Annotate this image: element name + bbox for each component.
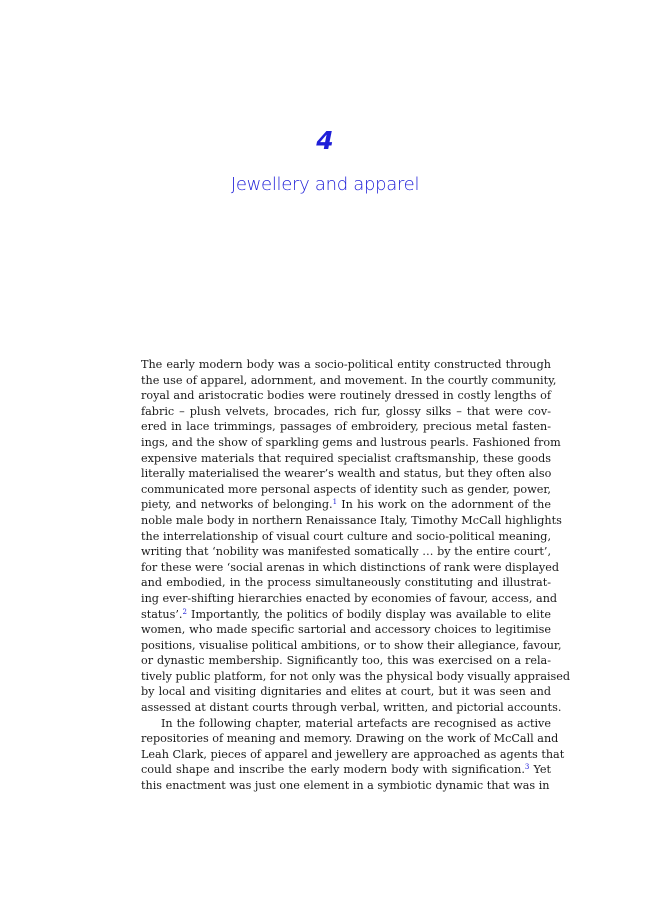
text-line xyxy=(141,466,551,482)
text-line xyxy=(141,762,551,778)
text-line xyxy=(141,716,551,732)
text-line xyxy=(141,607,551,623)
text-line xyxy=(141,622,551,638)
text-line xyxy=(141,700,562,716)
line-text: Leah Clark, pieces of apparel and jewellery are approached as agents that xyxy=(141,747,565,761)
line-text: royal and aristocratic bodies were routinely dressed in costly lengths of xyxy=(141,389,551,403)
line-text: literally materialised the wearer’s wealth and status, but they often also xyxy=(141,467,552,481)
text-line xyxy=(141,778,551,794)
line-text: or dynastic membership. Significantly too, this was exercised on a rela- xyxy=(141,654,551,668)
text-line xyxy=(141,513,562,529)
line-text: fabric – plush velvets, brocades, rich fur, glossy silks – that were cov- xyxy=(141,404,551,418)
text-line xyxy=(141,638,562,654)
line-text: noble male body in northern Renaissance Italy, Timothy McCall highlights xyxy=(141,513,562,527)
text-line xyxy=(141,497,551,513)
text-line xyxy=(141,684,551,700)
footnote-ref[interactable]: 2 xyxy=(182,607,187,616)
text-line xyxy=(141,544,551,560)
line-text: communicated more personal aspects of identity such as gender, power, xyxy=(141,482,551,496)
line-text: repositories of meaning and memory. Drawing on the work of McCall and xyxy=(141,732,559,746)
line-text-continued: In his work on the adornment of the xyxy=(337,498,551,512)
text-line xyxy=(141,529,551,545)
text-line xyxy=(141,731,559,747)
line-text: expensive materials that required specialist craftsmanship, these goods xyxy=(141,451,551,465)
line-text: positions, visualise political ambitions, or to show their allegiance, favour, xyxy=(141,638,562,652)
text-line xyxy=(141,747,565,763)
line-text: The early modern body was a socio-political entity constructed through xyxy=(141,358,551,371)
text-line xyxy=(141,669,571,685)
text-line xyxy=(141,560,560,576)
text-line xyxy=(141,357,551,373)
line-text-continued: Yet xyxy=(529,763,551,777)
chapter-title: Jewellery and apparel xyxy=(230,174,420,195)
text-line xyxy=(141,591,558,607)
chapter-number: 4 xyxy=(316,126,334,155)
footnote-ref[interactable]: 3 xyxy=(524,763,530,772)
line-text: ered in lace trimmings, passages of embroidery, precious metal fasten- xyxy=(141,420,551,434)
line-text: ing ever-shifting hierarchies enacted by economies of favour, access, and xyxy=(141,591,558,605)
line-text: and embodied, in the process simultaneously constituting and illustrat- xyxy=(141,576,551,590)
line-text: could shape and inscribe the early modern body with signification. xyxy=(141,763,525,777)
text-line xyxy=(141,419,551,435)
body-text xyxy=(141,357,571,794)
text-line xyxy=(141,482,551,498)
line-text: piety, and networks of belonging. xyxy=(141,498,333,512)
line-text: status’. xyxy=(141,607,183,621)
line-text: tively public platform, for not only was the physical body visually appraised xyxy=(141,669,571,683)
line-text-continued: Importantly, the politics of bodily display was available to elite xyxy=(186,607,551,621)
line-text: women, who made specific sartorial and accessory choices to legitimise xyxy=(141,623,551,637)
footnote-ref[interactable]: 1 xyxy=(332,498,338,507)
text-line xyxy=(141,373,557,389)
text-line xyxy=(141,451,551,467)
line-text: the use of apparel, adornment, and movement. In the courtly community, xyxy=(141,373,557,387)
line-text: for these were ‘social arenas in which distinctions of rank were displayed xyxy=(141,560,560,574)
text-line xyxy=(141,388,551,404)
text-line xyxy=(141,653,551,669)
line-text: by local and visiting dignitaries and elites at court, but it was seen and xyxy=(141,685,551,699)
text-line xyxy=(141,575,551,591)
text-line xyxy=(141,404,551,420)
line-text: ings, and the show of sparkling gems and lustrous pearls. Fashioned from xyxy=(141,435,561,449)
line-text: writing that ‘nobility was manifested somatically … by the entire court’, xyxy=(141,545,551,559)
line-text: this enactment was just one element in a symbiotic dynamic that was in xyxy=(141,779,550,793)
text-line xyxy=(141,435,561,451)
line-text: In the following chapter, material artefacts are recognised as active xyxy=(161,716,551,730)
line-text: the interrelationship of visual court culture and socio-political meaning, xyxy=(141,529,551,543)
line-text: assessed at distant courts through verbal, written, and pictorial accounts. xyxy=(141,701,562,715)
